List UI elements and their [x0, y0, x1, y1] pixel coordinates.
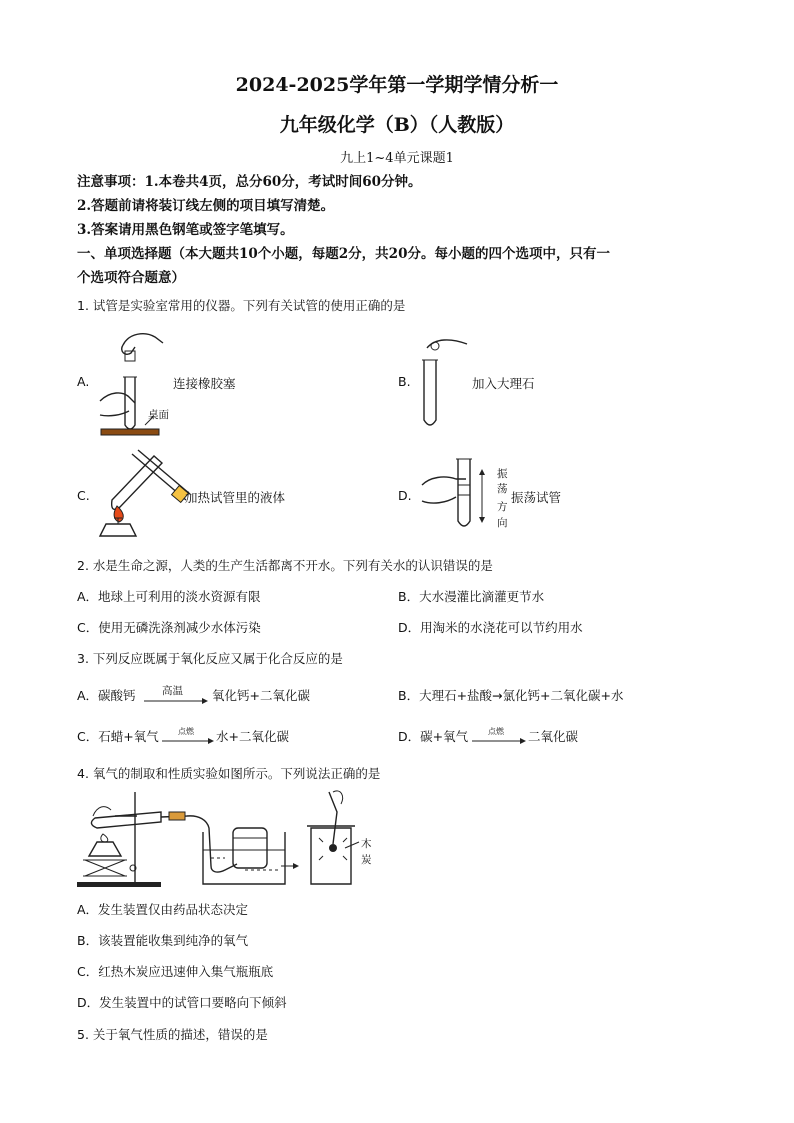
q1-option-d-arrow-char-2: 荡: [497, 483, 508, 495]
notice-line-2: 2.答题前请将装订线左侧的项目填写清楚。: [77, 198, 335, 214]
q1-option-a-figure: [95, 325, 175, 440]
q2-option-a: A．地球上可利用的淡水资源有限: [77, 589, 261, 604]
q3-option-c-condition: 点燃: [178, 727, 194, 736]
section-heading-line-1: 一、单项选择题（本大题共10个小题，每题2分，共20分。每小题的四个选项中，只有一: [77, 246, 610, 262]
q4-option-a: A．发生装置仅由药品状态决定: [77, 902, 249, 917]
notice-line-1: 注意事项：1.本卷共4页，总分60分，考试时间60分钟。: [77, 174, 422, 190]
q1-option-d-letter: D.: [398, 488, 412, 503]
q3-option-d-product: 二氧化碳: [528, 729, 579, 744]
q5-stem: 5. 关于氧气性质的描述，错误的是: [77, 1027, 268, 1042]
q2-option-b: B．大水漫灌比滴灌更节水: [398, 589, 545, 604]
q3-option-d-reactant: D．碳+氧气: [398, 729, 469, 744]
q1-option-c-label: 加热试管里的液体: [185, 490, 286, 505]
q3-option-a-reactant: A．碳酸钙: [77, 688, 136, 703]
q1-option-a-letter: A.: [77, 374, 90, 389]
q1-option-d-label: 振荡试管: [511, 490, 562, 505]
q1-option-a-desk-label: 桌面: [148, 409, 169, 421]
q1-option-d-arrow-char-1: 振: [497, 468, 508, 480]
q2-option-c: C．使用无磷洗涤剂减少水体污染: [77, 620, 261, 635]
q3-option-b: B．大理石+盐酸→氯化钙+二氧化碳+水: [398, 688, 624, 703]
q4-option-d: D．发生装置中的试管口要略向下倾斜: [77, 995, 287, 1010]
q1-option-c-letter: C.: [77, 488, 90, 503]
q3-option-a-condition: 高温: [162, 685, 183, 697]
q4-option-b: B．该装置能收集到纯净的氧气: [77, 933, 249, 948]
exam-scope: 九上1~4单元课题1: [340, 151, 454, 166]
q1-option-a-label: 连接橡胶塞: [173, 376, 236, 391]
q3-option-a-arrow: [144, 697, 210, 705]
section-heading-line-2: 个选项符合题意）: [77, 270, 185, 286]
q3-option-c-arrow: [162, 737, 216, 745]
q1-option-d-arrow-char-3: 方: [497, 501, 508, 513]
q4-stem: 4. 氧气的制取和性质实验如图所示。下列说法正确的是: [77, 766, 381, 781]
exam-title: 2024-2025学年第一学期学情分析一: [235, 74, 559, 96]
q4-charcoal-label-char-1: 木: [361, 838, 372, 850]
q4-apparatus-figure: [75, 786, 395, 890]
q1-option-b-figure: [415, 332, 475, 432]
q1-option-d-arrow-char-4: 向: [497, 517, 508, 529]
q1-option-b-letter: B.: [398, 374, 411, 389]
q3-stem: 3. 下列反应既属于氧化反应又属于化合反应的是: [77, 651, 343, 666]
q1-option-b-label: 加入大理石: [472, 376, 535, 391]
q2-option-d: D．用淘米的水浇花可以节约用水: [398, 620, 583, 635]
q3-option-a-product: 氧化钙+二氧化碳: [212, 688, 310, 703]
notice-line-3: 3.答案请用黑色钢笔或签字笔填写。: [77, 222, 294, 238]
exam-subtitle: 九年级化学（B）（人教版）: [279, 114, 515, 136]
q3-option-c-product: 水+二氧化碳: [216, 729, 289, 744]
q4-option-c: C．红热木炭应迅速伸入集气瓶瓶底: [77, 964, 274, 979]
q3-option-d-condition: 点燃: [488, 727, 504, 736]
q3-option-d-arrow: [472, 737, 528, 745]
q4-charcoal-label-char-2: 炭: [361, 854, 372, 866]
q1-stem: 1. 试管是实验室常用的仪器。下列有关试管的使用正确的是: [77, 298, 406, 313]
q1-option-c-figure: [92, 448, 192, 540]
q2-stem: 2. 水是生命之源，人类的生产生活都离不开水。下列有关水的认识错误的是: [77, 558, 493, 573]
q1-option-d-figure: [420, 455, 485, 535]
q3-option-c-reactant: C．石蜡+氧气: [77, 729, 159, 744]
